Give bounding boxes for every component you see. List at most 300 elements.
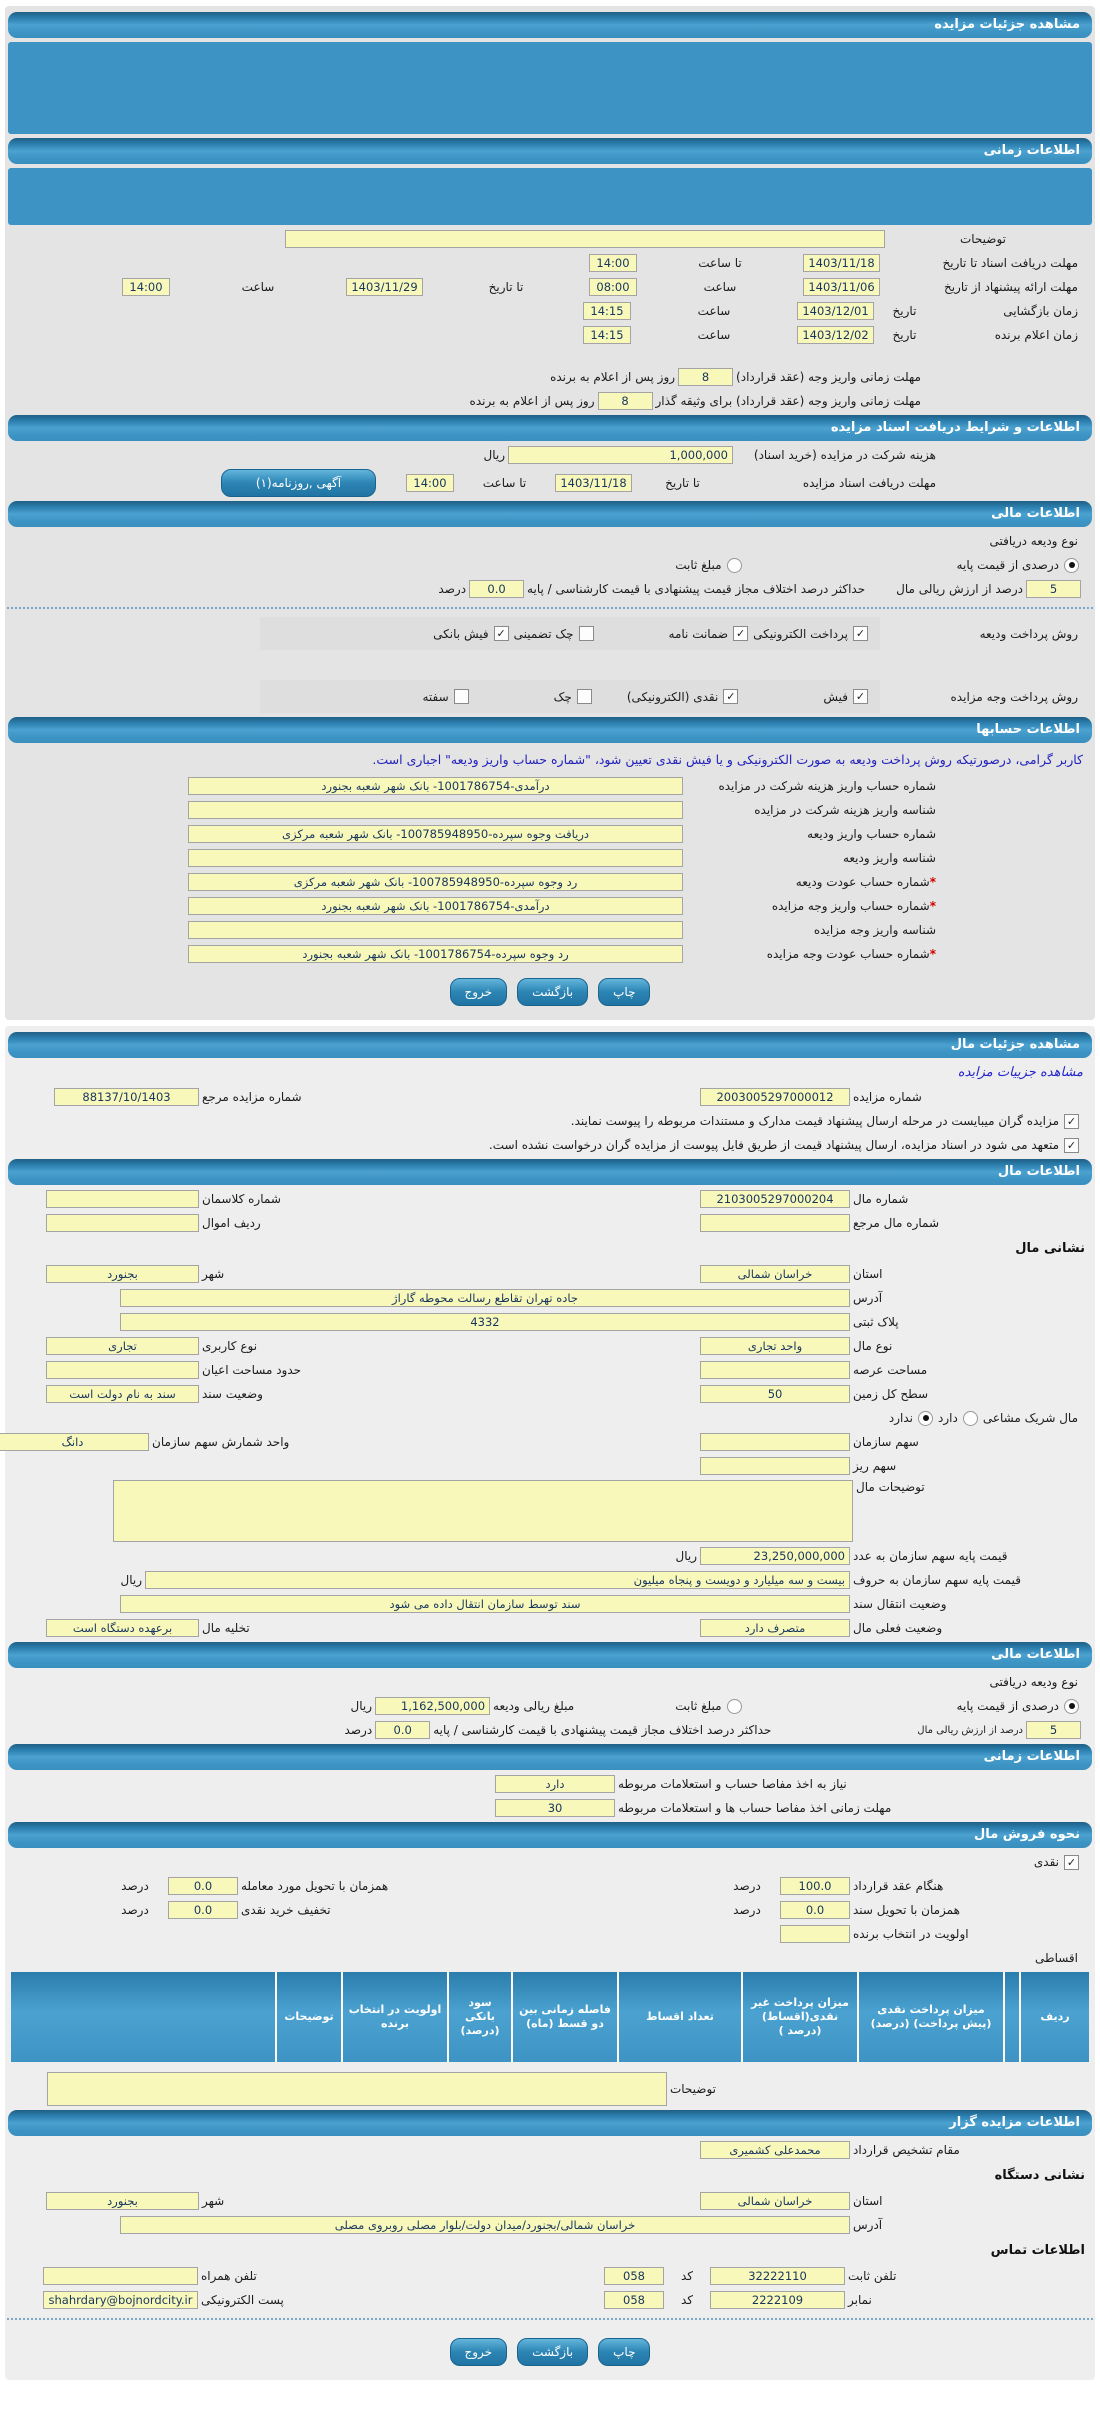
- col-description: توضیحات: [275, 1972, 341, 2062]
- asset-ref-input[interactable]: [700, 1214, 850, 1232]
- deed-transfer-input[interactable]: سند توسط سازمان انتقال داده می شود: [120, 1595, 850, 1613]
- percent-word-label: درصد: [733, 1879, 761, 1893]
- no-file-request-checkbox-checked[interactable]: [1064, 1138, 1079, 1153]
- account-row: [11, 824, 1089, 844]
- account-row: [11, 944, 1089, 964]
- fixed-amount-radio[interactable]: [727, 558, 742, 573]
- asset-type-input[interactable]: واحد تجاری: [700, 1337, 850, 1355]
- evacuation-label: تخلیه مال: [202, 1621, 250, 1635]
- asset-type-label: نوع مال: [853, 1339, 893, 1353]
- winner-priority-input[interactable]: [780, 1925, 850, 1943]
- asset-description-row: [11, 1480, 1089, 1542]
- winner-date-input[interactable]: 1403/12/02: [797, 326, 874, 344]
- newspaper-ad-button[interactable]: آگهی ,روزنامه(۱): [221, 469, 376, 497]
- to-date-label: تا تاریخ: [665, 476, 700, 490]
- dotted-divider-bottom: [7, 2318, 1093, 2320]
- classman-number-input[interactable]: [46, 1190, 199, 1208]
- dotted-divider: [7, 607, 1093, 609]
- offer-to-date-input[interactable]: 1403/11/29: [346, 278, 423, 296]
- opening-label: زمان بازگشایی: [1003, 304, 1078, 318]
- percent-word-label: درصد: [438, 582, 467, 596]
- col-empty-thin: [1003, 1972, 1019, 2062]
- base-price-input[interactable]: 23,250,000,000: [700, 1547, 850, 1565]
- account-row: [11, 872, 1089, 892]
- contract-payment-input[interactable]: 100.0: [780, 1877, 850, 1895]
- opening-date-input[interactable]: 1403/12/01: [797, 302, 874, 320]
- province-input[interactable]: خراسان شمالی: [700, 2192, 850, 2210]
- offer-from-time-input[interactable]: 08:00: [589, 278, 637, 296]
- button-bar-top: [5, 968, 1095, 1012]
- to-date-label: تا تاریخ: [488, 280, 524, 294]
- land-area-row: [11, 1360, 1089, 1380]
- max-diff-input[interactable]: 0.0: [375, 1721, 430, 1739]
- clearance-days-label: مهلت زمانی اخذ مفاصا حساب ها و استعلامات مربوطه: [618, 1801, 892, 1815]
- phone-row: [11, 2266, 1089, 2286]
- days-suffix-label: روز پس از اعلام به برنده: [550, 370, 676, 384]
- total-land-row: [11, 1384, 1089, 1404]
- asset-province-row: [11, 1264, 1089, 1284]
- rial-label: ریال: [350, 1699, 373, 1713]
- account-input[interactable]: رد وجوه سپرده-100785948950- بانک شهر شعبه مرکزی: [188, 873, 683, 891]
- email-input[interactable]: shahrdary@bojnordcity.ir: [43, 2291, 198, 2309]
- doc-receive-deadline-row: [11, 469, 1089, 497]
- cash-sale-checkbox-checked[interactable]: [1064, 1855, 1079, 1870]
- deposit-type-options-row-2: [11, 1696, 1089, 1716]
- cash-electronic-checkbox-checked[interactable]: [723, 689, 738, 704]
- description-row: [11, 229, 1089, 249]
- pay-deadline2-days-input[interactable]: 8: [598, 392, 653, 410]
- promissory-note-label: سفته: [422, 689, 449, 704]
- fax-code-input[interactable]: 058: [604, 2291, 664, 2309]
- pay-deadline2-label: مهلت زمانی واریز وجه (عقد قرارداد) برای وثیقه گذار: [655, 394, 921, 408]
- attach-docs-checkbox-checked[interactable]: [1064, 1114, 1079, 1129]
- section-header-doc-conditions: اطلاعات و شرایط دریافت اسناد مزایده: [8, 415, 1092, 441]
- no-partner-radio-checked[interactable]: [918, 1411, 933, 1426]
- no-file-request-checkbox-row: [11, 1135, 1089, 1155]
- account-input[interactable]: دریافت وجوه سپرده-100785948950- بانک شهر شعبه مرکزی: [188, 825, 683, 843]
- print-button[interactable]: چاپ: [598, 2338, 650, 2366]
- email-label: پست الکترونیکی: [201, 2293, 284, 2307]
- deposit-percent-input[interactable]: 5: [1026, 580, 1081, 598]
- address-label: آدرس: [853, 2218, 883, 2232]
- city-label: شهر: [202, 2194, 225, 2208]
- account-label: شماره حساب واریز ودیعه: [807, 827, 936, 841]
- account-input[interactable]: رد وجوه سپرده-1001786754- بانک شهر شعبه بجنورد: [188, 945, 683, 963]
- clearance-needed-label: نیاز به اخذ مفاصا حساب و استعلامات مربوطه: [618, 1777, 847, 1791]
- check-checkbox[interactable]: [577, 689, 592, 704]
- cash-sale-checkbox-row: [11, 1852, 1089, 1872]
- account-input[interactable]: [188, 849, 683, 867]
- percent-word-label: درصد: [344, 1723, 373, 1737]
- certified-check-label: چک تضمینی: [513, 626, 574, 641]
- total-land-label: سطح کل زمین: [853, 1387, 929, 1401]
- price-payment-method-row: [11, 680, 1089, 713]
- section-header-organizer-info: اطلاعات مزایده گزار: [8, 2110, 1092, 2136]
- base-price-label: قیمت پایه سهم سازمان به عدد: [853, 1549, 1008, 1563]
- exit-button[interactable]: خروج: [450, 978, 508, 1006]
- cash-discount-input[interactable]: 0.0: [168, 1901, 238, 1919]
- participation-fee-row: [11, 445, 1089, 465]
- guarantee-letter-label: ضمانت نامه: [668, 626, 729, 641]
- to-hour-label: تا ساعت: [482, 476, 527, 490]
- total-land-input[interactable]: 50: [700, 1385, 850, 1403]
- cash-discount-label: تخفیف خرید نقدی: [241, 1903, 331, 1917]
- bank-slip-label: فیش بانکی: [433, 626, 489, 641]
- asset-details-window: [5, 1026, 1095, 2380]
- percent-of-base-radio-checked[interactable]: [1064, 558, 1079, 573]
- shared-partner-label: مال شریک مشاعی: [982, 1411, 1078, 1425]
- pay-deadline1-days-input[interactable]: 8: [678, 368, 733, 386]
- electronic-payment-label: پرداخت الکترونیکی: [753, 626, 848, 641]
- hour-label: ساعت: [241, 280, 275, 294]
- contract-payment-row: [11, 1876, 1089, 1896]
- organizer-address-subtitle: نشانی دستگاه: [994, 2168, 1085, 2183]
- installment-label: اقساطی: [1035, 1951, 1078, 1965]
- account-label: *شماره حساب واریز وجه مزایده: [771, 899, 936, 913]
- asset-number-row: [11, 1189, 1089, 1209]
- winner-time-input[interactable]: 14:15: [583, 326, 631, 344]
- share-unit-label: واحد شمارش سهم سازمان: [152, 1435, 290, 1449]
- contact-info-subtitle: اطلاعات تماس: [990, 2243, 1085, 2258]
- participation-fee-input[interactable]: 1,000,000: [508, 446, 733, 464]
- to-hour-label: تا ساعت: [698, 256, 742, 270]
- doc-deadline-row: [11, 253, 1089, 273]
- doc-receive-deadline-label: مهلت دریافت اسناد مزایده: [802, 476, 936, 490]
- deed-transfer-label: وضعیت انتقال سند: [853, 1597, 947, 1611]
- attach-docs-label: مزایده گران میبایست در مرحله ارسال پیشنهاد قیمت مدارک و مستندات مربوطه را پیوست نمایند.: [570, 1114, 1059, 1128]
- max-diff-input[interactable]: 0.0: [469, 580, 524, 598]
- attach-docs-checkbox-row: [11, 1111, 1089, 1131]
- section-header-financial-info: اطلاعات مالی: [8, 501, 1092, 527]
- organizer-province-row: [11, 2191, 1089, 2211]
- auction-number-input[interactable]: 2003005297000012: [700, 1088, 850, 1106]
- exit-button[interactable]: خروج: [450, 2338, 508, 2366]
- deposit-method-box: [260, 617, 880, 650]
- back-button[interactable]: بازگشت: [517, 2338, 588, 2366]
- button-bar-bottom: [5, 2328, 1095, 2372]
- blue-panel-time: [8, 168, 1092, 225]
- promissory-note-checkbox[interactable]: [454, 689, 469, 704]
- pay-deadline1-row: [11, 367, 1089, 387]
- plate-input[interactable]: 4332: [120, 1313, 850, 1331]
- fixed-amount-label: مبلغ ثابت: [675, 1699, 722, 1713]
- asset-description-label: توضیحات مال: [856, 1480, 925, 1494]
- contract-payment-label: هنگام عقد قرارداد: [853, 1879, 944, 1893]
- section-header-view-auction: مشاهده جزئیات مزایده: [8, 12, 1092, 38]
- province-input[interactable]: خراسان شمالی: [700, 1265, 850, 1283]
- offer-period-label: مهلت ارائه پیشنهاد از تاریخ: [943, 280, 1078, 294]
- asset-number-input[interactable]: 2103005297000204: [700, 1190, 850, 1208]
- auction-ref-number-input[interactable]: 88137/10/1403: [54, 1088, 199, 1106]
- section-header-time-info-2: اطلاعات زمانی: [8, 1744, 1092, 1770]
- deposit-type-label: نوع ودیعه دریافتی: [989, 534, 1078, 548]
- deposit-method-row: [11, 617, 1089, 650]
- auction-number-row: [11, 1087, 1089, 1107]
- slip-checkbox-checked[interactable]: [853, 689, 868, 704]
- installment-table-header: [11, 1972, 1089, 2062]
- clearance-days-input[interactable]: 30: [495, 1799, 615, 1817]
- guarantee-letter-checkbox-checked[interactable]: [733, 626, 748, 641]
- asset-description-input[interactable]: [113, 1480, 853, 1542]
- asset-address-row: [11, 1288, 1089, 1308]
- clearance-days-row: [11, 1798, 1089, 1818]
- section-header-view-asset: مشاهده جزئیات مال: [8, 1032, 1092, 1058]
- winner-priority-label: اولویت در انتخاب برنده: [853, 1927, 969, 1941]
- no-partner-label: ندارد: [888, 1411, 914, 1425]
- installment-subtitle-row: [11, 1948, 1089, 1968]
- deposit-amount-label: مبلغ ریالی ودیعه: [493, 1699, 575, 1713]
- pay-deadline2-row: [11, 391, 1089, 411]
- required-asterisk: *: [929, 947, 936, 961]
- account-label: *شماره حساب عودت وجه مزایده: [766, 947, 936, 961]
- doc-deadline-label: مهلت دریافت اسناد تا تاریخ: [942, 256, 1078, 270]
- auction-number-label: شماره مزایده: [853, 1090, 922, 1104]
- deposit-type-row-2: [11, 1672, 1089, 1692]
- deposit-type-row: [11, 531, 1089, 551]
- hour-label: ساعت: [697, 328, 731, 342]
- contract-authority-label: مقام تشخیص قرارداد: [853, 2143, 960, 2157]
- account-input[interactable]: [188, 801, 683, 819]
- account-row: [11, 920, 1089, 940]
- account-row: [11, 848, 1089, 868]
- phone-input[interactable]: 32222110: [710, 2267, 845, 2285]
- max-diff-label: حداکثر درصد اختلاف مجاز قیمت پیشنهادی با قیمت کارشناسی / پایه: [433, 1723, 772, 1737]
- plate-label: پلاک ثبتی: [853, 1315, 899, 1329]
- auction-ref-number-label: شماره مزایده مرجع: [202, 1090, 302, 1104]
- current-status-input[interactable]: متصرف دارد: [700, 1619, 850, 1637]
- fax-label: نمابر: [848, 2293, 872, 2307]
- back-button[interactable]: بازگشت: [517, 978, 588, 1006]
- arsa-area-label: مساحت عرصه: [853, 1363, 928, 1377]
- code-label: کد: [680, 2269, 693, 2283]
- no-file-request-label: متعهد می شود در اسناد مزایده، ارسال پیشنهاد قیمت از طریق فایل پیوست از مزایده گران درخواست نشده است.: [488, 1138, 1059, 1152]
- usage-type-input[interactable]: تجاری: [46, 1337, 199, 1355]
- required-asterisk: *: [929, 899, 936, 913]
- code-label: کد: [680, 2293, 693, 2307]
- sale-description-row: [11, 2072, 1089, 2106]
- account-label: شناسه واریز هزینه شرکت در مزایده: [754, 803, 936, 817]
- address-input[interactable]: جاده تهران تقاطع رسالت محوطه گاراژ: [120, 1289, 850, 1307]
- deposit-type-options-row: [11, 555, 1089, 575]
- view-auction-details-link[interactable]: مشاهده جزییات مزایده: [957, 1065, 1083, 1080]
- hour-label: ساعت: [703, 280, 737, 294]
- print-button[interactable]: چاپ: [598, 978, 650, 1006]
- deed-status-input[interactable]: سند به نام دولت است: [46, 1385, 199, 1403]
- pay-deadline1-label: مهلت زمانی واریز وجه (عقد قرارداد): [736, 370, 921, 384]
- account-row: [11, 776, 1089, 796]
- rial-label: ریال: [120, 1573, 142, 1587]
- description-input[interactable]: [285, 230, 885, 248]
- section-header-accounts: اطلاعات حسابها: [8, 717, 1092, 743]
- col-row-number: ردیف: [1019, 1972, 1089, 2062]
- organizer-address-row: [11, 2215, 1089, 2235]
- col-installment-interval: فاصله زمانی بین دو قسط (ماه): [511, 1972, 617, 2062]
- account-label: شناسه واریز وجه مزایده: [813, 923, 936, 937]
- sale-description-input[interactable]: [47, 2072, 667, 2106]
- check-label: چک: [553, 689, 572, 704]
- rial-label: ریال: [483, 448, 505, 462]
- clearance-needed-row: [11, 1774, 1089, 1794]
- deed-payment-row: [11, 1900, 1089, 1920]
- ayan-area-label: حدود مساحت اعیان: [202, 1363, 302, 1377]
- opening-time-input[interactable]: 14:15: [583, 302, 631, 320]
- asset-number-label: شماره مال: [853, 1192, 909, 1206]
- plate-row: [11, 1312, 1089, 1332]
- asset-address-subtitle: نشانی مال: [1015, 1241, 1085, 1256]
- description-label: توضیحات: [959, 232, 1007, 246]
- deed-transfer-row: [11, 1594, 1089, 1614]
- usage-type-label: نوع کاربری: [202, 1339, 258, 1353]
- fax-row: [11, 2290, 1089, 2310]
- blue-panel-top: [8, 42, 1092, 134]
- date-word-label: تاریخ: [892, 328, 917, 342]
- doc-receive-date-input[interactable]: 1403/11/18: [555, 474, 632, 492]
- date-word-label: تاریخ: [892, 304, 917, 318]
- col-cash-payment: میزان پرداخت نقدی (پیش پرداخت) (درصد): [857, 1972, 1003, 2062]
- max-diff-label: حداکثر درصد اختلاف مجاز قیمت پیشنهادی با قیمت کارشناسی / پایه: [527, 582, 866, 596]
- section-header-time-info: اطلاعات زمانی: [8, 138, 1092, 164]
- participation-fee-label: هزینه شرکت در مزایده (خرید اسناد): [753, 448, 936, 462]
- deed-payment-input[interactable]: 0.0: [780, 1901, 850, 1919]
- doc-deadline-date-input[interactable]: 1403/11/18: [803, 254, 880, 272]
- current-status-label: وضعیت فعلی مال: [853, 1621, 943, 1635]
- cash-sale-label: نقدی: [1033, 1855, 1059, 1869]
- required-asterisk: *: [929, 875, 936, 889]
- percent-of-base-radio-checked[interactable]: [1064, 1699, 1079, 1714]
- asset-type-row: [11, 1336, 1089, 1356]
- address-input[interactable]: خراسان شمالی/بجنورد/میدان دولت/بلوار مصلی روبروی مصلی: [120, 2216, 850, 2234]
- col-winner-priority: اولویت در انتخاب برنده: [341, 1972, 447, 2062]
- offer-from-date-input[interactable]: 1403/11/06: [803, 278, 880, 296]
- mobile-input[interactable]: [43, 2267, 198, 2285]
- deposit-percent-label: درصد از ارزش ریالی مال: [896, 582, 1023, 596]
- share-detail-row: [11, 1456, 1089, 1476]
- evacuation-input[interactable]: برعهده دستگاه است: [46, 1619, 199, 1637]
- city-input[interactable]: بجنورد: [46, 1265, 199, 1283]
- address-label: آدرس: [853, 1291, 883, 1305]
- deposit-percent-row: [11, 579, 1089, 599]
- col-empty-wide: [11, 1972, 275, 2062]
- shared-partner-row: [11, 1408, 1089, 1428]
- share-detail-label: سهم ریز: [853, 1459, 897, 1473]
- account-input[interactable]: درآمدی-1001786754- بانک شهر شعبه بجنورد: [188, 897, 683, 915]
- account-label: *شماره حساب عودت ودیعه: [795, 875, 936, 889]
- current-status-row: [11, 1618, 1089, 1638]
- rial-label: ریال: [675, 1549, 697, 1563]
- contract-authority-input[interactable]: محمدعلی کشمیری: [700, 2141, 850, 2159]
- account-input[interactable]: [188, 921, 683, 939]
- org-share-input[interactable]: [700, 1433, 850, 1451]
- contract-authority-row: [11, 2140, 1089, 2160]
- opening-time-row: [11, 301, 1089, 321]
- delivery-payment-input[interactable]: 0.0: [168, 1877, 238, 1895]
- accounts-note: کاربر گرامی، درصورتیکه روش پرداخت ودیعه به صورت الکترونیکی و یا فیش نقدی تعیین شود، "شماره حساب واریز ودیعه" اجباری است.: [372, 752, 1083, 767]
- province-label: استان: [853, 2194, 883, 2208]
- bank-slip-checkbox-checked[interactable]: [494, 626, 509, 641]
- percent-word-label: درصد: [121, 1903, 149, 1917]
- account-label: شماره حساب واریز هزینه شرکت در مزایده: [718, 779, 936, 793]
- asset-ref-label: شماره مال مرجع: [853, 1216, 940, 1230]
- offer-to-time-input[interactable]: 14:00: [122, 278, 170, 296]
- deposit-percent-row-2: [11, 1720, 1089, 1740]
- cash-electronic-label: نقدی (الکترونیکی): [626, 689, 719, 704]
- org-share-row: [11, 1432, 1089, 1452]
- electronic-payment-checkbox-checked[interactable]: [853, 626, 868, 641]
- days-suffix-label: روز پس از اعلام به برنده: [469, 394, 595, 408]
- fixed-amount-label: مبلغ ثابت: [675, 558, 722, 572]
- ayan-area-input[interactable]: [46, 1361, 199, 1379]
- price-payment-method-box: [260, 680, 880, 713]
- percent-word-label: درصد: [733, 1903, 761, 1917]
- slip-label: فیش: [823, 689, 848, 704]
- arsa-area-input[interactable]: [700, 1361, 850, 1379]
- percent-word-label: درصد: [121, 1879, 149, 1893]
- auction-details-window: [5, 6, 1095, 1020]
- doc-receive-time-input[interactable]: 14:00: [406, 474, 454, 492]
- doc-deadline-time-input[interactable]: 14:00: [589, 254, 637, 272]
- offer-period-row: [11, 277, 1089, 297]
- city-label: شهر: [202, 1267, 225, 1281]
- section-header-asset-info: اطلاعات مال: [8, 1159, 1092, 1185]
- winner-priority-row: [11, 1924, 1089, 1944]
- percent-of-base-label: درصدی از قیمت پایه: [956, 558, 1059, 572]
- classman-number-label: شماره کلاسمان: [202, 1192, 281, 1206]
- fixed-amount-radio[interactable]: [727, 1699, 742, 1714]
- account-input[interactable]: درآمدی-1001786754- بانک شهر شعبه بجنورد: [188, 777, 683, 795]
- has-partner-label: دارد: [938, 1411, 958, 1425]
- winner-label: زمان اعلام برنده: [994, 328, 1078, 342]
- winner-time-row: [11, 325, 1089, 345]
- base-price-row: [11, 1546, 1089, 1566]
- deposit-percent-label: درصد از ارزش ریالی مال: [917, 1724, 1023, 1736]
- org-share-label: سهم سازمان: [853, 1435, 919, 1449]
- deposit-method-label: روش پرداخت ودیعه: [979, 626, 1078, 641]
- phone-label: تلفن ثابت: [848, 2269, 897, 2283]
- fax-input[interactable]: 2222109: [710, 2291, 845, 2309]
- section-header-sale-method: نحوه فروش مال: [8, 1822, 1092, 1848]
- col-noncash-payment: میزان پرداخت غیر نقدی(اقساط) (درصد ): [741, 1972, 857, 2062]
- base-price-words-input[interactable]: بیست و سه میلیارد و دویست و پنجاه میلیون: [145, 1571, 850, 1589]
- deposit-percent-input[interactable]: 5: [1026, 1721, 1081, 1739]
- col-installment-count: تعداد اقساط: [617, 1972, 741, 2062]
- city-input[interactable]: بجنورد: [46, 2192, 199, 2210]
- account-row: [11, 896, 1089, 916]
- share-detail-input[interactable]: [700, 1457, 850, 1475]
- share-unit-input[interactable]: دانگ: [0, 1433, 149, 1451]
- price-payment-method-label: روش پرداخت وجه مزایده: [950, 689, 1078, 704]
- sale-description-label: توضیحات: [669, 2082, 716, 2096]
- deposit-amount-input[interactable]: 1,162,500,000: [375, 1697, 490, 1715]
- asset-ref-row: [11, 1213, 1089, 1233]
- deposit-type-label: نوع ودیعه دریافتی: [989, 1675, 1078, 1689]
- province-label: استان: [853, 1267, 883, 1281]
- phone-code-input[interactable]: 058: [604, 2267, 664, 2285]
- deed-payment-label: همزمان با تحویل سند: [853, 1903, 960, 1917]
- account-label: شناسه واریز ودیعه: [842, 851, 936, 865]
- account-row: [11, 800, 1089, 820]
- property-row-input[interactable]: [46, 1214, 199, 1232]
- hour-label: ساعت: [697, 304, 731, 318]
- section-header-financial-info-2: اطلاعات مالی: [8, 1642, 1092, 1668]
- clearance-needed-input[interactable]: دارد: [495, 1775, 615, 1793]
- property-row-label: ردیف اموال: [202, 1216, 261, 1230]
- percent-of-base-label: درصدی از قیمت پایه: [956, 1699, 1059, 1713]
- deed-status-label: وضعیت سند: [202, 1387, 263, 1401]
- has-partner-radio[interactable]: [963, 1411, 978, 1426]
- base-price-words-label: قیمت پایه سهم سازمان به حروف: [853, 1573, 1021, 1587]
- certified-check-checkbox[interactable]: [579, 626, 594, 641]
- base-price-words-row: [11, 1570, 1089, 1590]
